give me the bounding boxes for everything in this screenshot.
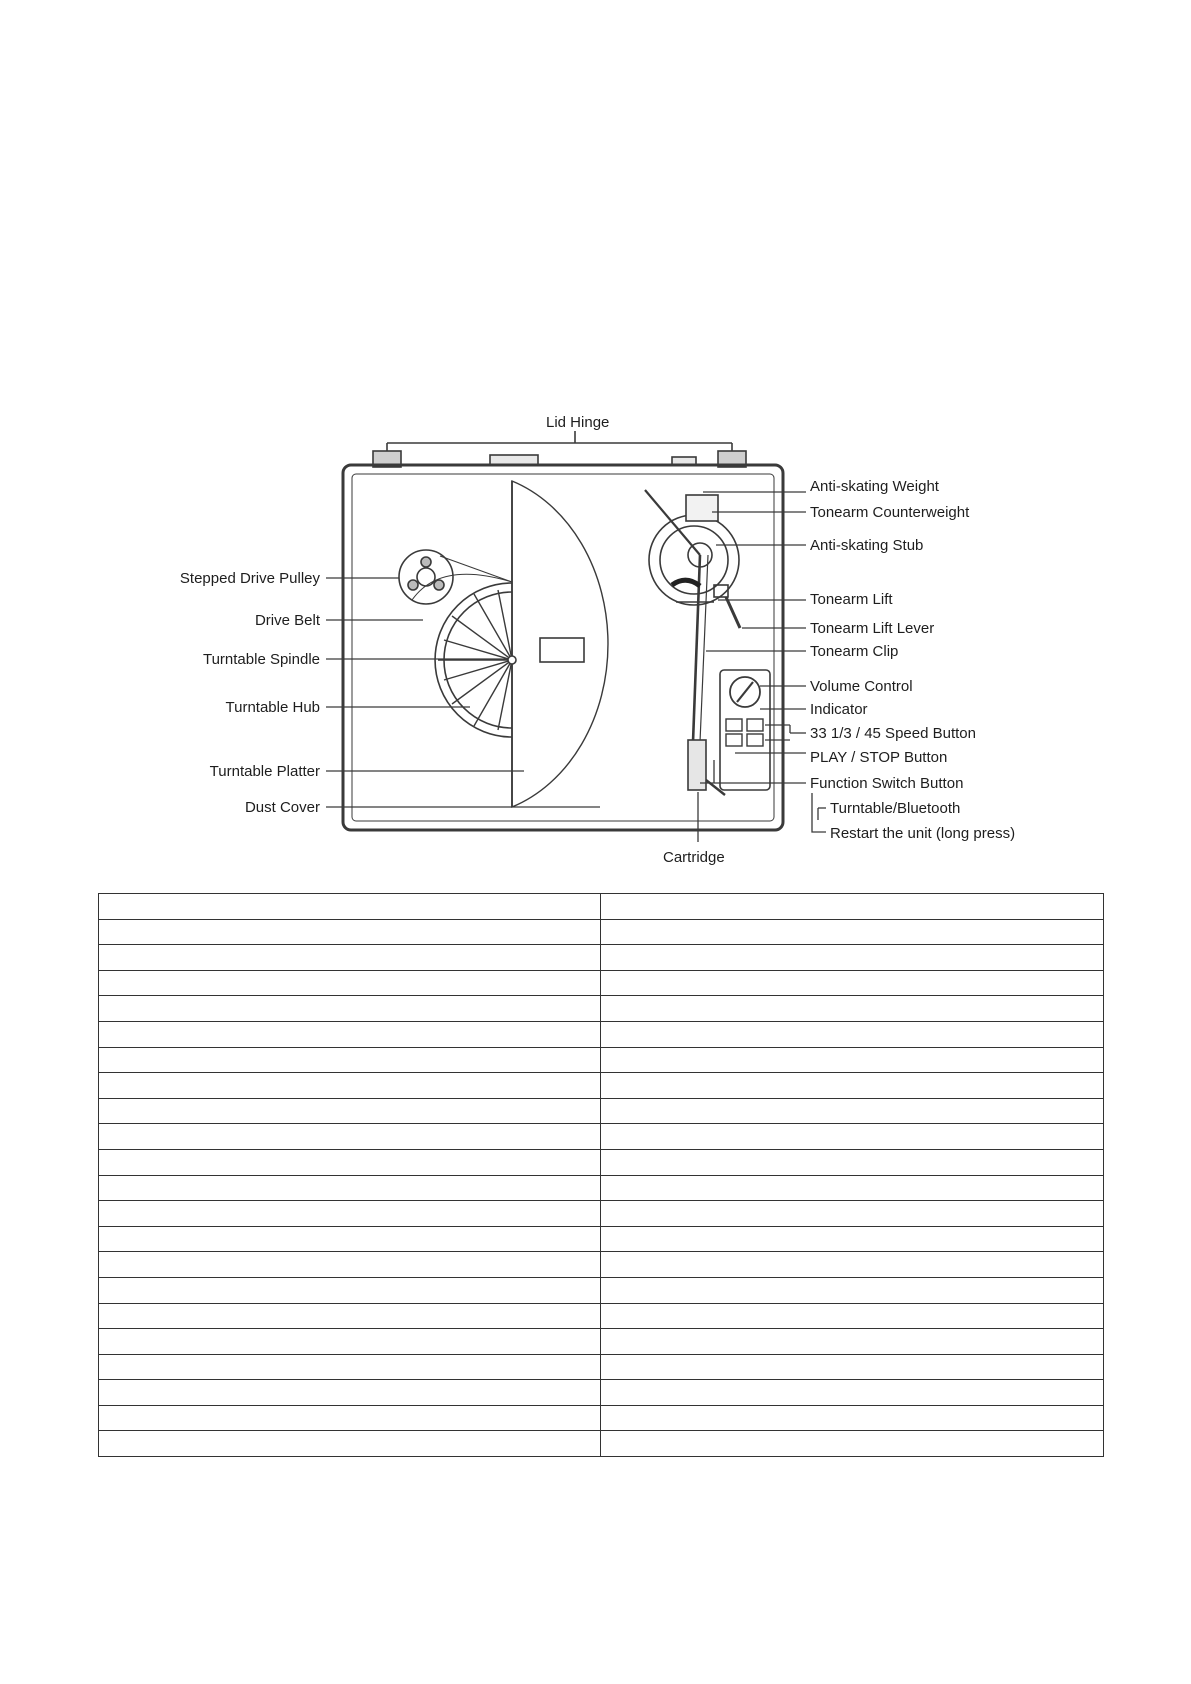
table-cell xyxy=(99,1277,601,1303)
table-cell xyxy=(601,1201,1104,1227)
label-stepped-drive-pulley: Stepped Drive Pulley xyxy=(179,570,320,587)
table-cell xyxy=(601,1149,1104,1175)
table-row xyxy=(99,1226,1104,1252)
table-cell xyxy=(601,1380,1104,1406)
table-cell xyxy=(99,894,601,920)
table-row xyxy=(99,1201,1104,1227)
table-cell xyxy=(99,919,601,945)
table-cell xyxy=(601,1021,1104,1047)
table-cell xyxy=(99,1073,601,1099)
table-row xyxy=(99,894,1104,920)
label-cartridge: Cartridge xyxy=(663,849,725,866)
turntable-hub-spokes xyxy=(438,590,512,730)
table-cell xyxy=(99,1021,601,1047)
table-row xyxy=(99,970,1104,996)
table-row xyxy=(99,1329,1104,1355)
table-cell xyxy=(99,970,601,996)
table-row xyxy=(99,1277,1104,1303)
label-turntable-hub: Turntable Hub xyxy=(225,699,320,716)
label-function-switch-button: Function Switch Button xyxy=(810,775,964,792)
table-row xyxy=(99,1149,1104,1175)
table-cell xyxy=(99,1047,601,1073)
dust-cover-outline xyxy=(512,481,608,807)
table-row xyxy=(99,1021,1104,1047)
table-cell xyxy=(601,1073,1104,1099)
table-cell xyxy=(601,996,1104,1022)
label-drive-belt: Drive Belt xyxy=(254,612,320,629)
label-lid-hinge: Lid Hinge xyxy=(546,414,610,431)
label-anti-skating-weight: Anti-skating Weight xyxy=(810,478,939,495)
label-restart-unit: Restart the unit (long press) xyxy=(830,825,1016,842)
table-row xyxy=(99,1124,1104,1150)
table-cell xyxy=(601,1354,1104,1380)
label-tonearm-lift-lever: Tonearm Lift Lever xyxy=(810,620,935,637)
table-cell xyxy=(99,1201,601,1227)
table-row xyxy=(99,1175,1104,1201)
table-cell xyxy=(99,1380,601,1406)
table-cell xyxy=(99,1354,601,1380)
table-cell xyxy=(601,894,1104,920)
table-row xyxy=(99,1303,1104,1329)
table-cell xyxy=(99,1098,601,1124)
turntable-spindle xyxy=(508,656,516,664)
table-row xyxy=(99,1354,1104,1380)
tonearm-base xyxy=(649,515,739,605)
label-tonearm-clip: Tonearm Clip xyxy=(810,643,899,660)
table-cell xyxy=(601,1175,1104,1201)
table-cell xyxy=(601,1124,1104,1150)
label-speed-button: 33 1/3 / 45 Speed Button xyxy=(810,725,976,742)
table-cell xyxy=(99,945,601,971)
table-cell xyxy=(99,1252,601,1278)
table-cell xyxy=(99,1124,601,1150)
table-cell xyxy=(601,1226,1104,1252)
table-cell xyxy=(601,1047,1104,1073)
table-row xyxy=(99,1405,1104,1431)
parts-table xyxy=(98,893,1104,1457)
tonearm-counterweight-block xyxy=(686,495,718,521)
label-play-stop-button: PLAY / STOP Button xyxy=(810,749,948,766)
table-cell xyxy=(601,919,1104,945)
table-cell xyxy=(99,1431,601,1457)
table-cell xyxy=(601,1329,1104,1355)
label-dust-cover: Dust Cover xyxy=(244,799,320,816)
label-turntable-spindle: Turntable Spindle xyxy=(202,651,320,668)
table-cell xyxy=(99,996,601,1022)
table-cell xyxy=(601,1098,1104,1124)
label-tonearm-counterweight: Tonearm Counterweight xyxy=(810,504,970,521)
table-row xyxy=(99,1073,1104,1099)
table-cell xyxy=(601,970,1104,996)
table-row xyxy=(99,1431,1104,1457)
table-cell xyxy=(601,1252,1104,1278)
drive-belt xyxy=(412,574,512,600)
table-cell xyxy=(601,1405,1104,1431)
table-cell xyxy=(601,945,1104,971)
table-cell xyxy=(601,1431,1104,1457)
table-cell xyxy=(99,1226,601,1252)
label-tonearm-lift: Tonearm Lift xyxy=(810,591,893,608)
label-anti-skating-stub: Anti-skating Stub xyxy=(810,537,924,554)
table-cell xyxy=(601,1277,1104,1303)
table-cell xyxy=(99,1149,601,1175)
table-row xyxy=(99,1252,1104,1278)
table-cell xyxy=(99,1175,601,1201)
table-row xyxy=(99,945,1104,971)
table-row xyxy=(99,919,1104,945)
table-cell xyxy=(99,1329,601,1355)
table-row xyxy=(99,1047,1104,1073)
table-cell xyxy=(601,1303,1104,1329)
label-turntable-platter: Turntable Platter xyxy=(209,763,320,780)
label-turntable-bluetooth: Turntable/Bluetooth xyxy=(830,800,961,817)
table-row xyxy=(99,996,1104,1022)
table-row xyxy=(99,1098,1104,1124)
table-row xyxy=(99,1380,1104,1406)
table-cell xyxy=(99,1303,601,1329)
label-volume-control: Volume Control xyxy=(810,678,913,695)
table-cell xyxy=(99,1405,601,1431)
label-indicator: Indicator xyxy=(810,701,868,718)
